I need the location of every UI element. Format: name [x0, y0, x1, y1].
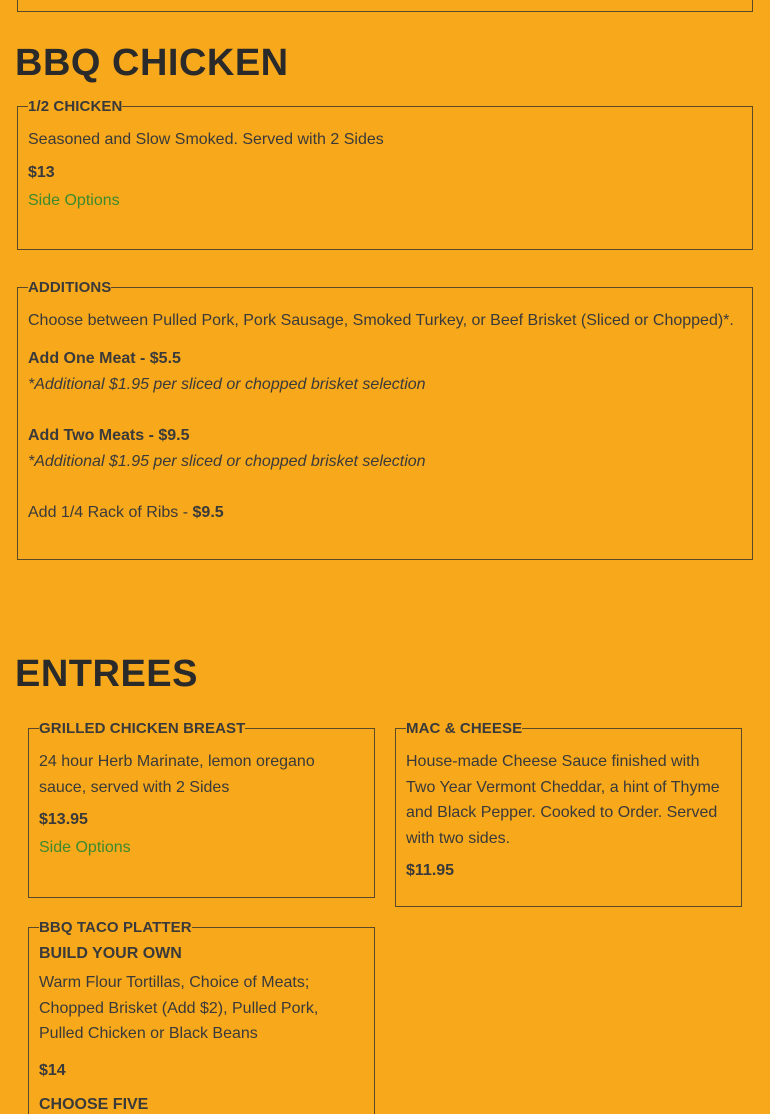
add-one-meat: Add One Meat - $5.5: [28, 349, 181, 367]
mac-cheese-price: $11.95: [406, 862, 455, 879]
add-one-meat-note: *Additional $1.95 per sliced or chopped brisket selection: [28, 375, 426, 393]
mac-cheese-legend: MAC & CHEESE: [406, 720, 523, 737]
taco-platter-card: [28, 919, 375, 1114]
additions-legend: ADDITIONS: [28, 279, 112, 296]
previous-card-bottom: [17, 0, 753, 12]
additions-description: Choose between Pulled Pork, Pork Sausage, Smoked Turkey, or Beef Brisket (Sliced or Chopped)*.: [28, 312, 734, 329]
grilled-chicken-description: 24 hour Herb Marinate, lemon oregano sauce, served with 2 Sides: [39, 753, 315, 796]
grilled-chicken-side-options-link[interactable]: Side Options: [39, 839, 131, 856]
half-chicken-side-options-link[interactable]: Side Options: [28, 191, 120, 209]
add-ribs-price: $9.5: [192, 503, 224, 521]
bbq-chicken-title: BBQ CHICKEN: [15, 42, 289, 84]
add-ribs: [28, 503, 742, 523]
add-ribs-label: Add 1/4 Rack of Ribs -: [28, 503, 193, 521]
grilled-chicken-legend: GRILLED CHICKEN BREAST: [39, 720, 246, 737]
half-chicken-legend: 1/2 CHICKEN: [28, 98, 123, 115]
additions-card: [17, 279, 753, 560]
taco-platter-price: $14: [39, 1061, 66, 1079]
mac-cheese-description: House-made Cheese Sauce finished with Two Year Vermont Cheddar, a hint of Thyme and Black Pepper. Cooked to Order. Served with two sides.: [406, 753, 720, 847]
half-chicken-description: Seasoned and Slow Smoked. Served with 2 Sides: [28, 131, 384, 148]
mac-cheese-card: [395, 720, 742, 907]
taco-platter-subheading: BUILD YOUR OWN: [39, 945, 182, 962]
taco-platter-description: Warm Flour Tortillas, Choice of Meats; Chopped Brisket (Add $2), Pulled Pork, Pulled Chicken or Black Beans: [39, 974, 319, 1042]
half-chicken-price: $13: [28, 163, 55, 181]
entrees-title: ENTREES: [15, 653, 198, 695]
grilled-chicken-card: [28, 720, 375, 898]
taco-platter-next-heading: CHOOSE FIVE: [39, 1095, 149, 1113]
add-two-meats: Add Two Meats - $9.5: [28, 426, 190, 444]
taco-platter-legend: BBQ TACO PLATTER: [39, 919, 192, 936]
half-chicken-card: [17, 98, 753, 250]
add-two-meats-note: *Additional $1.95 per sliced or chopped brisket selection: [28, 452, 426, 470]
grilled-chicken-price: $13.95: [39, 811, 88, 828]
